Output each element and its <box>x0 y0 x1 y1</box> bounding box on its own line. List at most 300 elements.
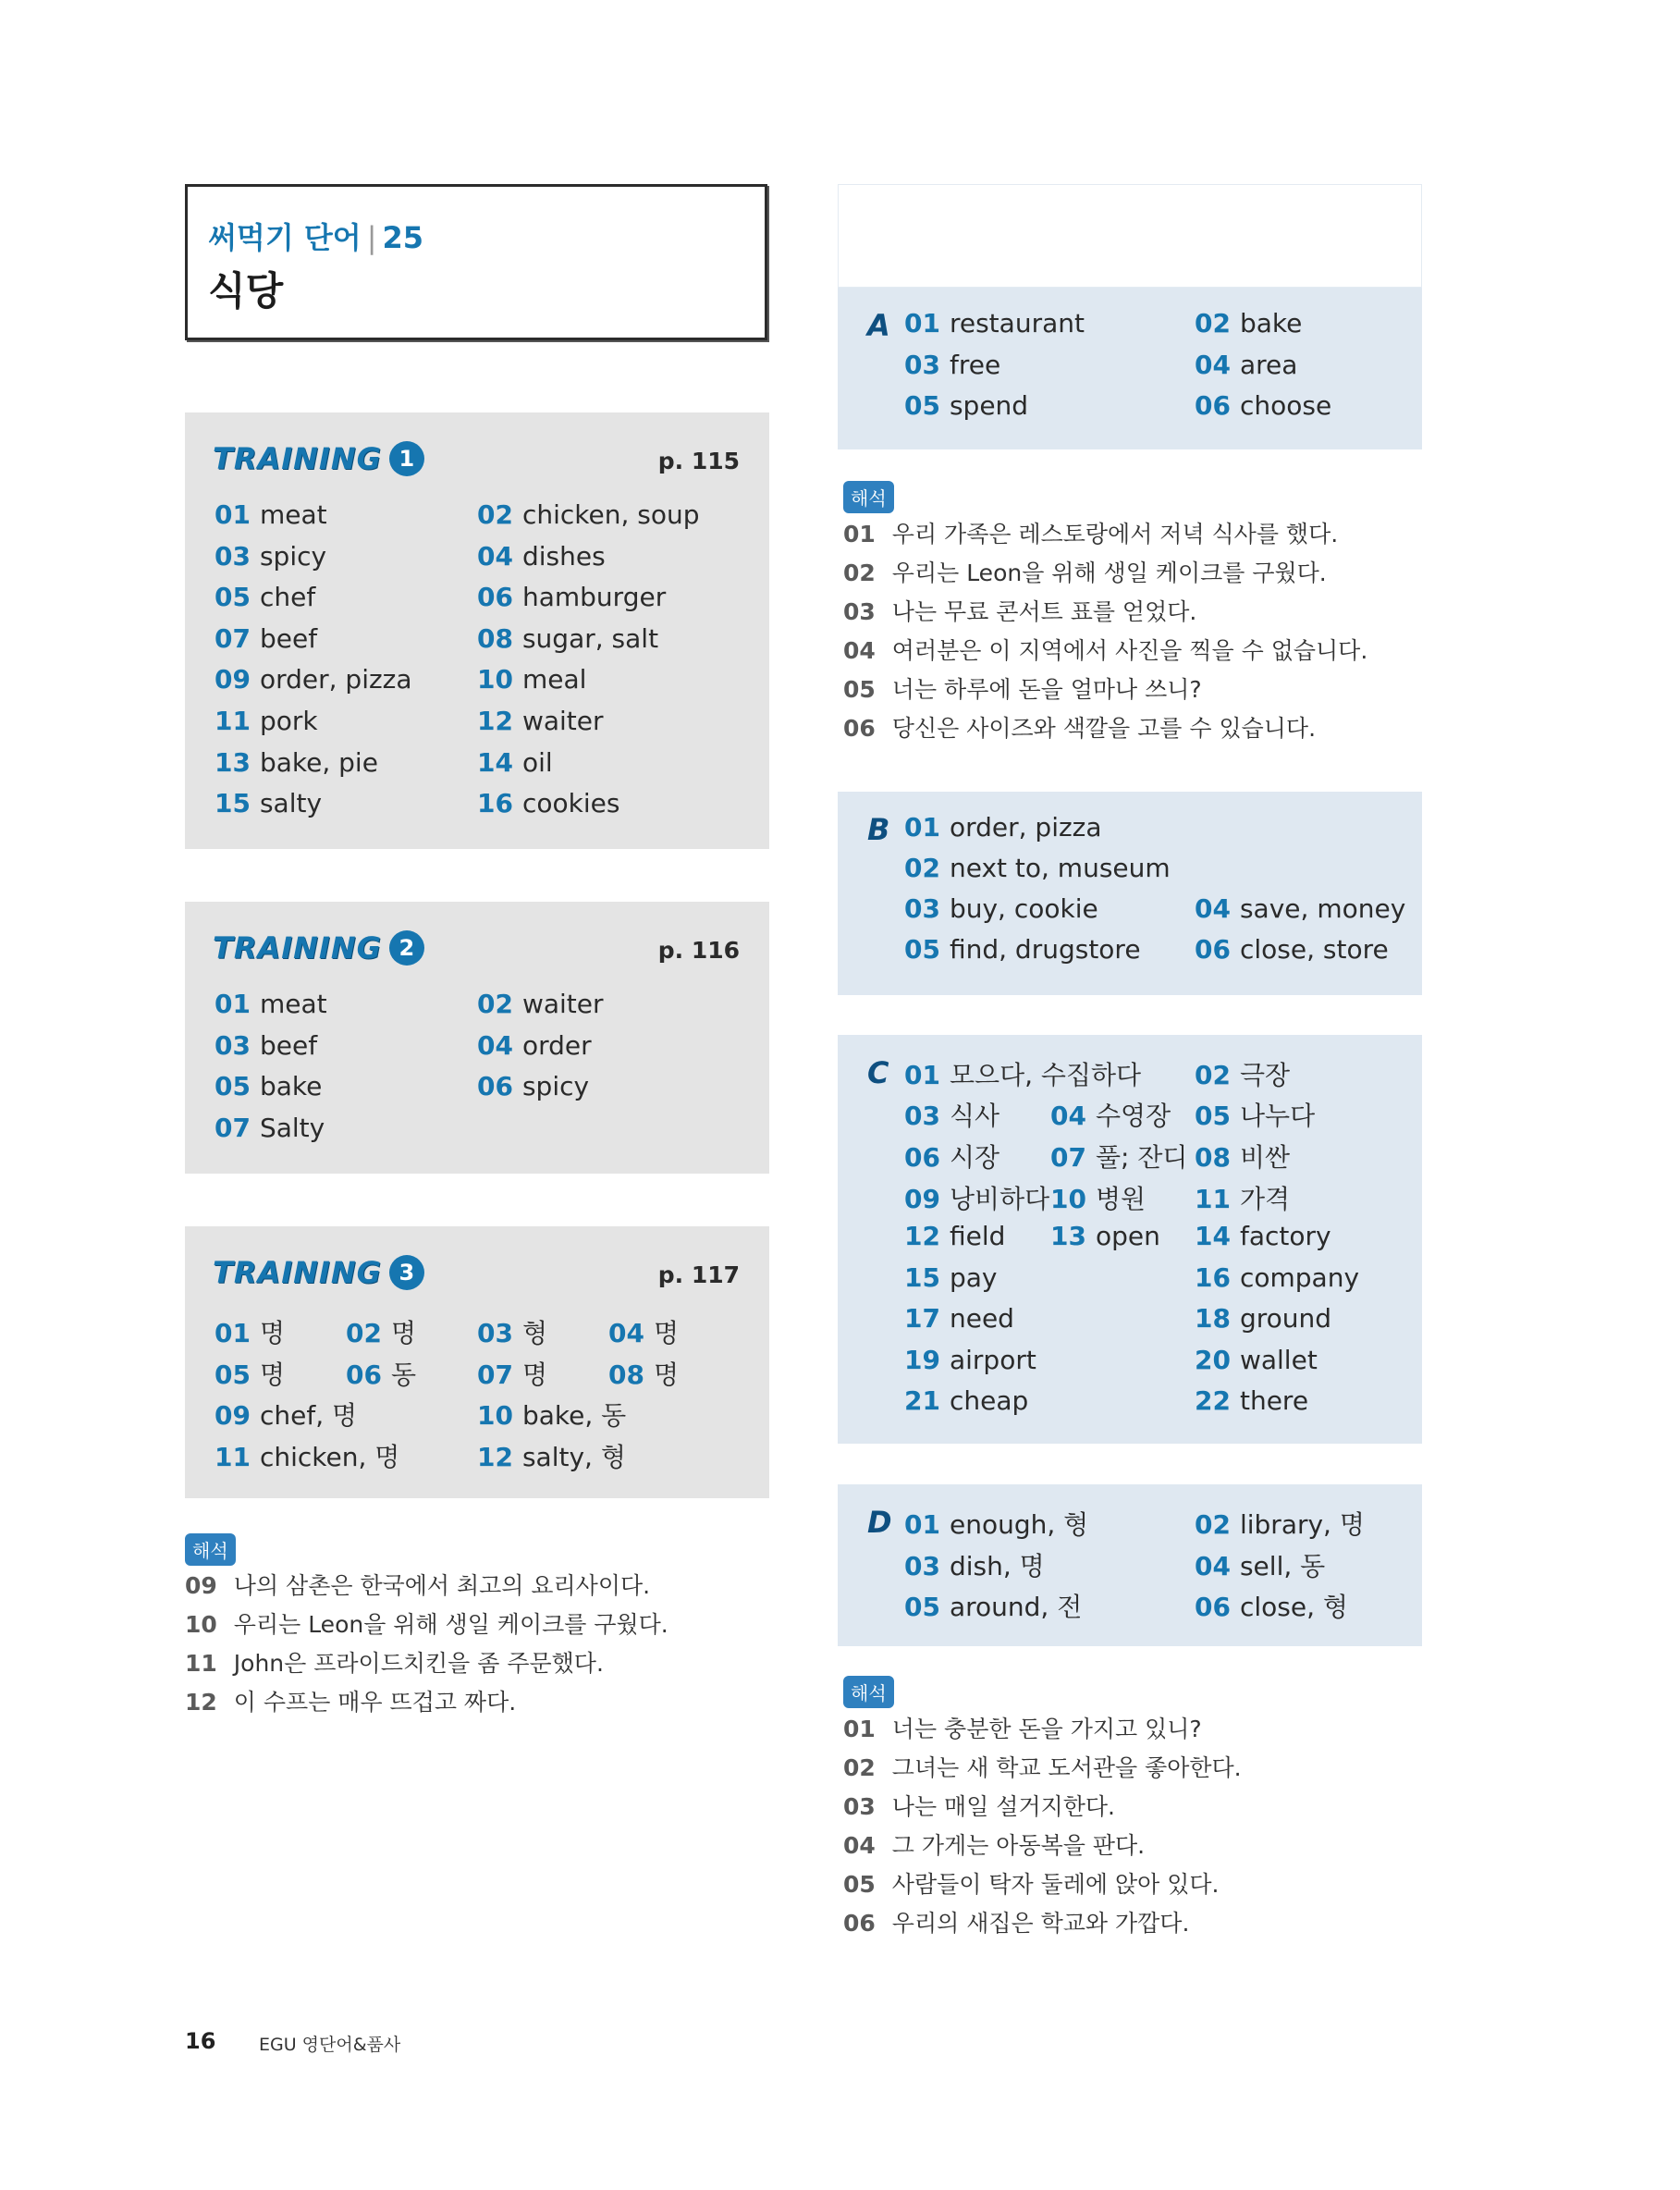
item-number: 05 <box>215 1071 251 1102</box>
answer-item <box>1195 1587 1348 1624</box>
section-c-box <box>838 1035 1422 1444</box>
answer-item <box>904 1221 1005 1251</box>
translation-number: 04 <box>843 1832 876 1859</box>
item-answer: 동 <box>390 1360 417 1390</box>
translation-number: 06 <box>843 715 876 742</box>
item-answer: meat <box>259 499 327 530</box>
answer-item <box>477 1437 626 1474</box>
answer-item <box>477 582 666 612</box>
item-number: 02 <box>1195 1060 1231 1090</box>
item-answer: wallet <box>1239 1345 1318 1375</box>
item-number: 11 <box>1195 1184 1231 1214</box>
item-number: 16 <box>1195 1262 1231 1293</box>
item-answer: next to, museum <box>949 853 1171 883</box>
item-answer: 비싼 <box>1239 1142 1291 1173</box>
item-number: 12 <box>477 1442 513 1472</box>
answer-item <box>477 623 658 654</box>
item-answer: 시장 <box>949 1142 1000 1173</box>
item-answer: 풀; 잔디 <box>1095 1142 1188 1173</box>
answer-item <box>1195 390 1331 421</box>
item-number: 05 <box>904 390 940 421</box>
answer-item <box>477 989 604 1019</box>
answer-item <box>904 1587 1082 1624</box>
item-answer: there <box>1239 1385 1309 1416</box>
answer-item <box>904 1303 1014 1334</box>
translation-line <box>843 555 1327 588</box>
item-number: 02 <box>477 989 513 1019</box>
translation-text: 우리는 Leon을 위해 생일 케이크를 구웠다. <box>891 560 1327 586</box>
translation-line <box>843 1750 1242 1783</box>
training-1-box <box>185 412 769 849</box>
translation-number: 06 <box>843 1910 876 1937</box>
translation-number: 05 <box>843 676 876 703</box>
item-number: 01 <box>904 308 940 338</box>
answer-item <box>1195 934 1389 965</box>
item-number: 03 <box>904 893 940 924</box>
training-number-badge: 1 <box>389 441 424 476</box>
translation-text: 너는 하루에 돈을 얼마나 쓰니? <box>891 676 1202 703</box>
translation-number: 02 <box>843 560 876 586</box>
item-answer: oil <box>521 746 553 778</box>
translation-number: 05 <box>843 1871 876 1898</box>
answer-item <box>1195 1096 1315 1133</box>
item-answer: 명 <box>259 1360 286 1390</box>
item-number: 05 <box>904 934 940 965</box>
item-number: 19 <box>904 1345 940 1375</box>
item-number: 03 <box>215 540 251 572</box>
item-number: 04 <box>1050 1101 1086 1131</box>
item-number: 07 <box>477 1360 513 1390</box>
answer-item <box>904 308 1085 338</box>
item-answer: bake <box>259 1071 323 1102</box>
answer-item <box>215 1313 285 1350</box>
translation-text: 여러분은 이 지역에서 사진을 찍을 수 없습니다. <box>891 637 1368 664</box>
item-answer: need <box>949 1303 1014 1334</box>
training-3-header <box>213 1252 424 1293</box>
item-answer: chicken, 명 <box>259 1442 400 1472</box>
item-answer: bake, 동 <box>521 1400 627 1431</box>
section-a-box <box>838 288 1422 449</box>
item-answer: field <box>949 1221 1006 1251</box>
item-number: 02 <box>1195 308 1231 338</box>
item-number: 14 <box>1195 1221 1231 1251</box>
item-answer: 수영장 <box>1095 1101 1171 1131</box>
item-answer: airport <box>949 1345 1036 1375</box>
item-number: 06 <box>346 1360 382 1390</box>
answer-item <box>1195 350 1297 380</box>
translation-line <box>185 1684 516 1717</box>
translation-text: 너는 충분한 돈을 가지고 있니? <box>891 1716 1202 1742</box>
translation-line <box>843 1789 1115 1822</box>
training-1-header <box>213 438 424 479</box>
item-answer: 명 <box>653 1318 680 1348</box>
item-number: 10 <box>477 1400 513 1431</box>
translation-text: 우리의 새집은 학교와 가깝다. <box>891 1910 1190 1937</box>
answer-item <box>477 499 700 530</box>
answer-item <box>346 1355 416 1392</box>
item-number: 13 <box>1050 1221 1086 1251</box>
item-answer: salty <box>259 788 323 819</box>
translation-line <box>843 516 1338 549</box>
translation-text: 당신은 사이즈와 색깔을 고를 수 있습니다. <box>891 715 1317 742</box>
answer-item <box>215 1030 317 1061</box>
answer-item <box>1195 1385 1308 1416</box>
item-answer: 병원 <box>1095 1184 1147 1214</box>
answer-item <box>1195 1055 1290 1092</box>
item-number: 01 <box>215 989 251 1019</box>
section-letter: C <box>867 1055 889 1090</box>
lesson-title: 식당 <box>208 268 284 314</box>
item-number: 07 <box>215 1112 251 1143</box>
page-reference: p. 115 <box>657 448 740 474</box>
item-number: 04 <box>1195 893 1231 924</box>
item-answer: beef <box>259 1029 318 1061</box>
translation-badge: 해석 <box>843 481 894 513</box>
item-number: 06 <box>1195 1592 1231 1622</box>
answer-item <box>904 1546 1045 1583</box>
item-number: 06 <box>477 1071 513 1102</box>
item-answer: meat <box>259 989 327 1019</box>
translation-number: 09 <box>185 1572 217 1599</box>
item-answer: 형 <box>521 1318 548 1348</box>
item-number: 10 <box>1050 1184 1086 1214</box>
item-number: 03 <box>904 1101 940 1131</box>
answer-item <box>477 1396 626 1433</box>
item-number: 04 <box>477 540 513 572</box>
book-title: EGU 영단어&품사 <box>259 2035 401 2055</box>
item-number: 03 <box>904 349 940 380</box>
training-3-box <box>185 1226 769 1498</box>
answer-item <box>477 788 619 818</box>
item-answer: spicy <box>521 1071 590 1102</box>
answer-item <box>904 390 1028 421</box>
answer-item <box>904 1505 1088 1542</box>
answer-item <box>1195 1345 1318 1375</box>
series-label: 써먹기 단어 <box>208 220 362 255</box>
translation-line <box>843 1827 1145 1861</box>
answer-item <box>1195 1303 1331 1334</box>
translation-line <box>843 671 1202 705</box>
answer-item <box>477 1313 547 1350</box>
answer-item <box>477 1030 592 1061</box>
translation-number: 03 <box>843 598 876 625</box>
item-answer: beef <box>259 622 318 654</box>
translation-text: 나의 삼촌은 한국에서 최고의 요리사이다. <box>233 1572 651 1599</box>
answer-item <box>477 706 604 736</box>
item-number: 04 <box>608 1318 644 1348</box>
item-number: 04 <box>1195 1550 1231 1581</box>
section-letter: D <box>867 1505 892 1540</box>
answer-item <box>904 1262 997 1293</box>
answer-item <box>477 1355 547 1392</box>
item-number: 12 <box>477 706 513 736</box>
answer-item <box>215 1071 322 1101</box>
item-number: 01 <box>215 499 251 530</box>
item-number: 03 <box>215 1029 251 1061</box>
item-answer: spend <box>949 390 1029 421</box>
item-answer: waiter <box>521 989 604 1019</box>
translation-number: 02 <box>843 1754 876 1781</box>
translation-number: 03 <box>843 1793 876 1820</box>
translation-line <box>843 594 1196 627</box>
item-answer: save, money <box>1239 893 1406 924</box>
item-number: 11 <box>215 706 251 736</box>
item-number: 02 <box>904 853 940 883</box>
item-number: 11 <box>215 1442 251 1472</box>
translation-number: 11 <box>185 1650 217 1677</box>
item-answer: enough, 형 <box>949 1509 1089 1540</box>
translation-text: 우리는 Leon을 위해 생일 케이크를 구웠다. <box>233 1611 668 1638</box>
item-answer: order, pizza <box>259 664 412 695</box>
answer-item <box>1195 1179 1290 1216</box>
item-answer: free <box>949 349 1001 380</box>
section-letter: B <box>867 812 890 847</box>
answer-item <box>215 1437 399 1474</box>
lesson-series <box>208 215 423 257</box>
item-number: 21 <box>904 1385 940 1416</box>
item-number: 12 <box>904 1221 940 1251</box>
answer-item <box>1050 1096 1171 1133</box>
answer-item <box>215 989 327 1019</box>
translation-line <box>843 1711 1202 1744</box>
page-reference: p. 117 <box>657 1261 740 1288</box>
item-answer: choose <box>1239 390 1332 421</box>
item-number: 18 <box>1195 1303 1231 1334</box>
item-number: 13 <box>215 746 251 778</box>
translation-badge: 해석 <box>843 1676 894 1708</box>
item-answer: 낭비하다 <box>949 1184 1050 1214</box>
item-number: 08 <box>1195 1142 1231 1173</box>
item-answer: 극장 <box>1239 1060 1291 1090</box>
answer-item <box>904 350 1000 380</box>
answer-item <box>215 582 315 612</box>
item-answer: meal <box>521 664 587 695</box>
answer-item <box>904 1385 1028 1416</box>
translation-badge: 해석 <box>185 1533 236 1566</box>
translation-line <box>843 710 1316 744</box>
item-answer: open <box>1095 1221 1160 1251</box>
item-answer: dishes <box>521 540 606 572</box>
item-answer: dish, 명 <box>949 1550 1045 1581</box>
item-number: 09 <box>215 664 251 695</box>
item-number: 03 <box>904 1550 940 1581</box>
item-number: 14 <box>477 746 513 778</box>
item-number: 08 <box>477 622 513 654</box>
translation-text: 그녀는 새 학교 도서관을 좋아한다. <box>891 1754 1242 1781</box>
answer-item <box>477 664 586 695</box>
answer-item <box>1195 1505 1365 1542</box>
item-number: 04 <box>477 1029 513 1061</box>
answer-item <box>477 541 606 572</box>
translation-line <box>185 1606 668 1640</box>
section-d-box <box>838 1484 1422 1646</box>
item-number: 07 <box>215 622 251 654</box>
answer-item <box>215 1396 357 1433</box>
page-number: 16 <box>185 2028 216 2054</box>
answer-item <box>1195 1221 1331 1251</box>
answer-item <box>215 706 318 736</box>
item-number: 02 <box>1195 1509 1231 1540</box>
translation-line <box>843 1905 1189 1938</box>
item-answer: cookies <box>521 788 620 819</box>
answer-item <box>904 893 1098 924</box>
item-answer: company <box>1239 1262 1360 1293</box>
item-answer: 명 <box>521 1360 548 1390</box>
item-answer: restaurant <box>949 308 1085 338</box>
answer-item <box>215 499 327 530</box>
item-number: 15 <box>215 788 251 819</box>
item-number: 05 <box>215 1360 251 1390</box>
answer-item <box>1195 1546 1325 1583</box>
answer-item <box>904 812 1102 843</box>
item-number: 02 <box>346 1318 382 1348</box>
section-b-box <box>838 792 1422 995</box>
answer-item <box>477 747 553 778</box>
answer-item <box>904 1096 999 1133</box>
item-number: 16 <box>477 788 513 819</box>
translation-number: 01 <box>843 521 876 548</box>
item-number: 02 <box>477 499 513 530</box>
item-answer: Salty <box>259 1112 325 1143</box>
item-answer: chef <box>259 582 316 613</box>
answer-item <box>904 1345 1036 1375</box>
item-number: 22 <box>1195 1385 1231 1416</box>
item-answer: pork <box>259 706 318 736</box>
answer-item <box>1050 1138 1187 1175</box>
item-answer: library, 명 <box>1239 1509 1365 1540</box>
item-number: 01 <box>215 1318 251 1348</box>
translation-line <box>185 1645 604 1679</box>
item-answer: cheap <box>949 1385 1029 1416</box>
translation-number: 01 <box>843 1716 876 1742</box>
item-answer: 명 <box>259 1318 286 1348</box>
answer-item <box>215 788 322 818</box>
item-answer: order <box>521 1029 592 1061</box>
item-number: 06 <box>904 1142 940 1173</box>
item-answer: chef, 명 <box>259 1400 358 1431</box>
item-number: 05 <box>904 1592 940 1622</box>
item-answer: order, pizza <box>949 812 1102 843</box>
translation-number: 10 <box>185 1611 217 1638</box>
item-answer: spicy <box>259 540 327 572</box>
answer-item <box>904 1055 1141 1092</box>
answer-item <box>1195 893 1405 924</box>
training-2-box <box>185 902 769 1174</box>
item-answer: bake, pie <box>259 746 378 778</box>
translation-line <box>843 1866 1219 1900</box>
item-answer: 가격 <box>1239 1184 1291 1214</box>
item-answer: salty, 형 <box>521 1442 626 1472</box>
item-number: 03 <box>477 1318 513 1348</box>
answer-item <box>215 1113 325 1143</box>
item-number: 05 <box>1195 1101 1231 1131</box>
answer-item <box>1050 1179 1146 1216</box>
item-answer: hamburger <box>521 582 667 613</box>
item-answer: around, 전 <box>949 1592 1083 1622</box>
training-number-badge: 2 <box>389 930 424 966</box>
translation-text: 나는 무료 콘서트 표를 얻었다. <box>891 598 1197 625</box>
item-answer: sell, 동 <box>1239 1550 1326 1581</box>
item-number: 17 <box>904 1303 940 1334</box>
answer-item <box>608 1355 679 1392</box>
item-answer: sugar, salt <box>521 622 659 654</box>
answer-item <box>904 853 1171 883</box>
section-letter: A <box>867 308 890 343</box>
item-answer: bake <box>1239 308 1303 338</box>
item-number: 01 <box>904 812 940 843</box>
translation-line <box>185 1568 650 1601</box>
item-number: 05 <box>215 582 251 613</box>
training-label: TRAINING <box>213 441 382 476</box>
answer-item <box>215 664 412 695</box>
translation-text: 그 가게는 아동복을 판다. <box>891 1832 1146 1859</box>
item-number: 06 <box>1195 934 1231 965</box>
item-answer: area <box>1239 349 1298 380</box>
item-number: 09 <box>904 1184 940 1214</box>
answer-item <box>215 1355 285 1392</box>
lesson-title-box <box>185 184 767 340</box>
item-number: 07 <box>1050 1142 1086 1173</box>
item-answer: waiter <box>521 706 604 736</box>
answer-item <box>1195 1138 1290 1175</box>
translation-number: 04 <box>843 637 876 664</box>
item-answer: pay <box>949 1262 998 1293</box>
item-answer: buy, cookie <box>949 893 1098 924</box>
item-number: 01 <box>904 1509 940 1540</box>
item-number: 20 <box>1195 1345 1231 1375</box>
training-label: TRAINING <box>213 1255 382 1290</box>
answer-item <box>1195 308 1302 338</box>
item-number: 09 <box>215 1400 251 1431</box>
answer-item <box>1050 1221 1160 1251</box>
answer-item <box>904 1138 999 1175</box>
item-number: 04 <box>1195 349 1231 380</box>
item-answer: 명 <box>390 1318 417 1348</box>
answer-item <box>215 541 326 572</box>
item-answer: 명 <box>653 1360 680 1390</box>
training-number-badge: 3 <box>389 1255 424 1290</box>
item-answer: find, drugstore <box>949 934 1141 965</box>
section-header-band <box>838 184 1422 288</box>
answer-item <box>904 1179 1049 1216</box>
training-label: TRAINING <box>213 930 382 966</box>
item-answer: factory <box>1239 1221 1331 1251</box>
item-answer: 식사 <box>949 1101 1000 1131</box>
answer-item <box>215 623 317 654</box>
item-number: 06 <box>477 582 513 613</box>
item-number: 15 <box>904 1262 940 1293</box>
translation-text: 이 수프는 매우 뜨겁고 짜다. <box>233 1689 517 1716</box>
translation-text: 사람들이 탁자 둘레에 앉아 있다. <box>891 1871 1220 1898</box>
item-number: 01 <box>904 1060 940 1090</box>
translation-text: John은 프라이드치킨을 좀 주문했다. <box>233 1650 604 1677</box>
item-number: 10 <box>477 664 513 695</box>
answer-item <box>215 747 378 778</box>
item-answer: close, store <box>1239 934 1389 965</box>
answer-item <box>477 1071 589 1101</box>
answer-item <box>1195 1262 1359 1293</box>
item-number: 06 <box>1195 390 1231 421</box>
answer-item <box>608 1313 679 1350</box>
item-answer: close, 형 <box>1239 1592 1348 1622</box>
item-answer: 모으다, 수집하다 <box>949 1060 1142 1090</box>
page-reference: p. 116 <box>657 937 740 964</box>
item-number: 08 <box>608 1360 644 1390</box>
lesson-number: 25 <box>382 220 424 255</box>
translation-text: 우리 가족은 레스토랑에서 저녁 식사를 했다. <box>891 521 1339 548</box>
item-answer: 나누다 <box>1239 1101 1316 1131</box>
answer-item <box>346 1313 416 1350</box>
